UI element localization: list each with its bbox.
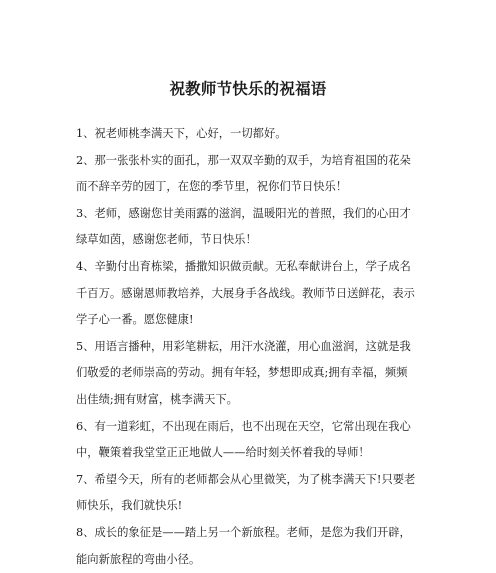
paragraph-4	[76, 254, 425, 334]
paragraph-1	[76, 121, 425, 148]
paragraph-line: 3、老师，感谢您甘美雨露的滋润，温暖阳光的普照，我们的心田才	[76, 201, 425, 228]
paragraph-line: 千百万。感谢恩师教培养，大展身手各战线。教师节日送鲜花，表示	[76, 281, 425, 308]
paragraph-line: 5、用语言播种，用彩笔耕耘，用汗水浇灌，用心血滋润，这就是我	[76, 334, 425, 361]
paragraph-line: 出佳绩;拥有财富，桃李满天下。	[76, 387, 425, 414]
paragraph-line: 能向新旅程的弯曲小径。	[76, 547, 425, 573]
paragraph-2	[76, 148, 425, 201]
paragraph-8	[76, 520, 425, 573]
paragraph-line: 2、那一张张朴实的面孔，那一双双辛勤的双手，为培育祖国的花朵	[76, 148, 425, 175]
paragraph-line: 1、祝老师桃李满天下，心好，一切都好。	[76, 121, 425, 148]
paragraph-line: 中，鞭策着我堂堂正正地做人——给时刻关怀着我的导师！	[76, 440, 425, 467]
paragraph-line: 而不辞辛劳的园丁，在您的季节里，祝你们节日快乐！	[76, 174, 425, 201]
document-body	[76, 121, 425, 573]
paragraph-line: 7、希望今天，所有的老师都会从心里微笑，为了桃李满天下!只要老	[76, 467, 425, 494]
paragraph-7	[76, 467, 425, 520]
paragraph-line: 们敬爱的老师崇高的劳动。拥有年轻，梦想即成真;拥有幸福，频频	[76, 360, 425, 387]
paragraph-line: 绿草如茵，感谢您老师，节日快乐！	[76, 227, 425, 254]
paragraph-3	[76, 201, 425, 254]
paragraph-line: 6、有一道彩虹，不出现在雨后，也不出现在天空，它常出现在我心	[76, 414, 425, 441]
document-title: 祝教师节快乐的祝福语	[0, 79, 496, 99]
paragraph-6	[76, 414, 425, 467]
paragraph-line: 师快乐，我们就快乐!	[76, 493, 425, 520]
paragraph-line: 学子心一番。愿您健康!	[76, 307, 425, 334]
paragraph-5	[76, 334, 425, 414]
paragraph-line: 4、辛勤付出育栋梁，播撒知识做贡献。无私奉献讲台上，学子成名	[76, 254, 425, 281]
paragraph-line: 8、成长的象征是——踏上另一个新旅程。老师，是您为我们开辟，	[76, 520, 425, 547]
